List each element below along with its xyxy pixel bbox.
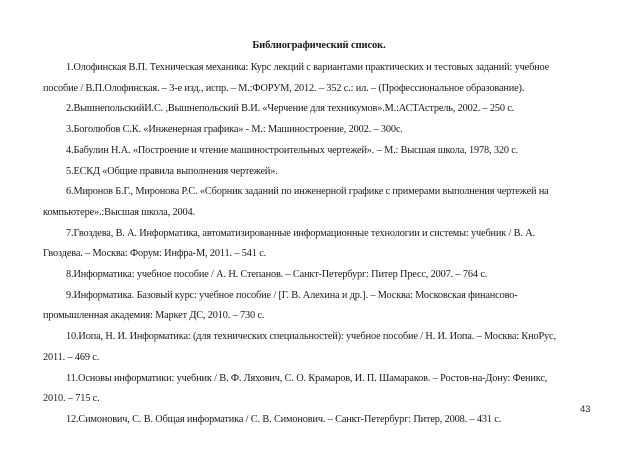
entry-number: 9. xyxy=(66,289,74,301)
entry-number: 11. xyxy=(66,372,79,384)
entry-number: 5. xyxy=(66,165,74,177)
bibliography-entry xyxy=(43,286,598,327)
entry-text-line: Основы информатики: учебник / В. Ф. Ляхович, С. О. Крамаров, И. П. Шамараков. – Ростов-на-Дону: Феникс, xyxy=(78,372,548,384)
bibliography-list xyxy=(43,58,598,431)
bibliography-title: Библиографический список. xyxy=(252,40,386,51)
entry-text-line: ЕСКД «Общие правила выполнения чертежей». xyxy=(73,165,278,177)
bibliography-entry xyxy=(43,141,598,162)
entry-text-line: Миронов Б.Г., Миронова Р.С. «Сборник заданий по инженерной графике с примерами выполнения чертежей на xyxy=(73,186,549,198)
bibliography-entry xyxy=(43,369,598,410)
bibliography-entry xyxy=(43,162,598,183)
entry-text-line: Симонович, С. В. Общая информатика / С. В. Симонович. – Санкт-Петербург: Питер, 2008. – 431 с. xyxy=(78,413,502,425)
page-number: 43 xyxy=(580,404,591,415)
entry-number: 3. xyxy=(66,124,74,136)
entry-text-line: Бабулин Н.А. «Построение и чтение машиностроительных чертежей». – М.: Высшая школа, 1978, 320 с. xyxy=(73,144,519,156)
entry-text-line: Боголюбов С.К. «Инженерная графика» - М.: Машиностроение, 2002. – 300с. xyxy=(73,124,403,136)
bibliography-entry xyxy=(43,182,598,223)
entry-text-line: Информатика. Базовый курс: учебное пособие / [Г. В. Алехина и др.]. – Москва: Московская финансово- xyxy=(73,289,518,301)
entry-text-line: промышленная академия: Маркет ДС, 2010. – 730 с. xyxy=(43,310,265,322)
entry-text-line: ВышнепольскийИ.С. ,Вышнепольский В.И. «Черчение для техникумов».М.:АСТАстрель, 2002. – 250 с. xyxy=(73,103,515,115)
entry-number: 8. xyxy=(66,269,74,281)
bibliography-entry xyxy=(43,120,598,141)
entry-number: 7. xyxy=(66,227,74,239)
bibliography-entry xyxy=(43,265,598,286)
bibliography-entry xyxy=(43,58,598,99)
entry-text-line: Иопа, Н. И. Информатика: (для технических специальностей): учебное пособие / Н. И. Иопа. – Москва: КноРус, xyxy=(78,331,556,343)
entry-text-line: Гвоздева. – Москва: Форум: Инфра-М, 2011. – 541 с. xyxy=(43,248,267,260)
entry-number: 6. xyxy=(66,186,74,198)
entry-text-line: Информатика: учебное пособие / А. Н. Степанов. – Санкт-Петербург: Питер Пресс, 2007. – 764 с. xyxy=(73,269,488,281)
bibliography-entry xyxy=(43,410,598,431)
entry-number: 1. xyxy=(66,62,74,73)
entry-number: 4. xyxy=(66,144,74,156)
entry-number: 10. xyxy=(66,331,79,343)
bibliography-entry xyxy=(43,327,598,368)
entry-text-line: пособие / В.П.Олофинская. – 3-е изд., испр. – М.:ФОРУМ, 2012. – 352 с.: ил. – (Профессиональное образование). xyxy=(43,82,525,94)
entry-text-line: Гвоздева, В. А. Информатика, автоматизированные информационные технологии и системы: учебник / В. А. xyxy=(73,227,535,239)
entry-text-line: 2010. – 715 с. xyxy=(43,393,100,405)
entry-text-line: Олофинская В.П. Техническая механика: Курс лекций с вариантами практических и тестовых заданий: учебное xyxy=(73,62,550,73)
entry-number: 12. xyxy=(66,413,79,425)
entry-text-line: компьютере».:Высшая школа, 2004. xyxy=(43,206,195,218)
entry-text-line: 2011. – 469 с. xyxy=(43,351,100,363)
bibliography-entry xyxy=(43,99,598,120)
bibliography-entry xyxy=(43,224,598,265)
entry-number: 2. xyxy=(66,103,74,115)
